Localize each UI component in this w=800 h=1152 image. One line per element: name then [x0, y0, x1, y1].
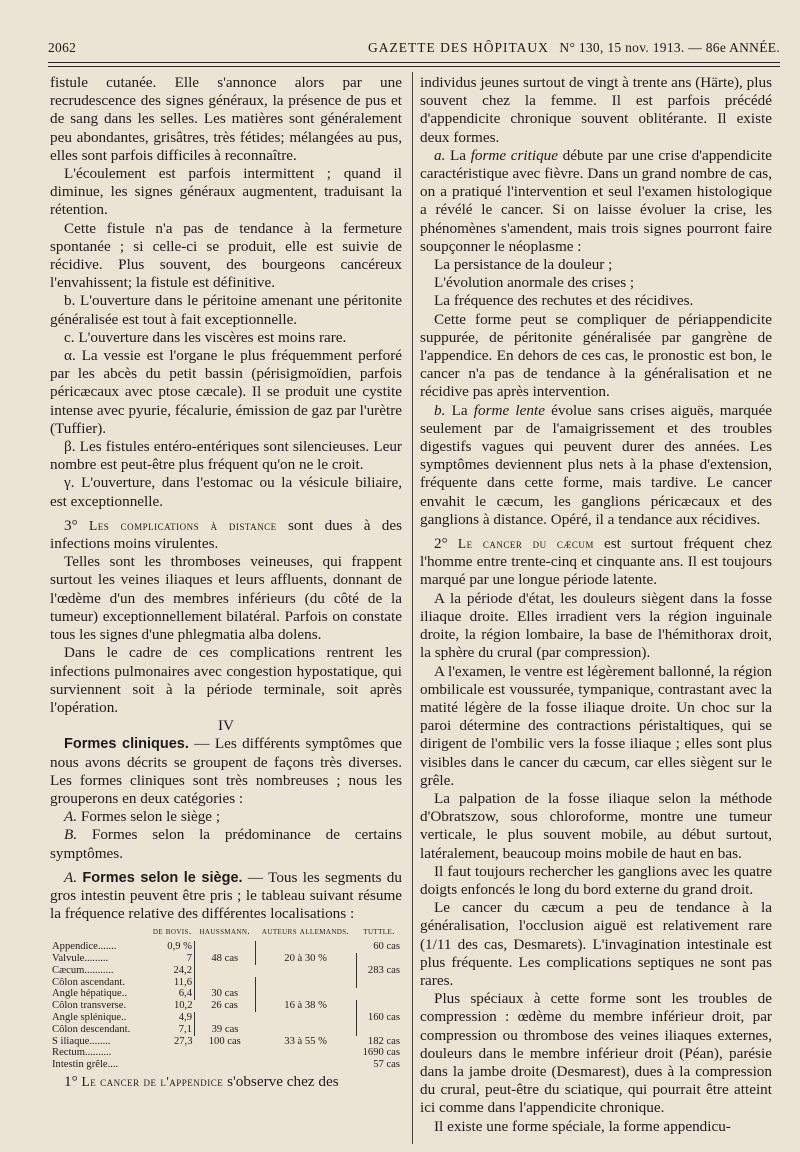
table-row: Intestin grêle.... 57 cas: [52, 1059, 400, 1071]
table-header-row: [50, 927, 402, 941]
paragraph: b. L'ouverture dans le péritoine amenant une péritonite généralisée est tout à fait exceptionnelle.: [50, 292, 402, 328]
section-heading: Formes cliniques.: [64, 736, 189, 753]
paragraph: 3° Les complications à distance sont dues à des infections moins virulentes.: [50, 516, 403, 553]
column-separator: [412, 72, 413, 1144]
paragraph: γ. L'ouverture, dans l'estomac ou la vésicule biliaire, est exceptionnelle.: [50, 474, 402, 510]
paragraph: c. L'ouverture dans les viscères est moins rare.: [64, 328, 347, 346]
small-caps-heading: Le cancer de l'appendice: [81, 1073, 224, 1089]
paragraph: fistule cutanée. Elle s'annonce alors par une recrudescence des signes généraux, la présence de pus et de sang dans les selles. Les matières sont généralement peu abondantes, grisâtres, très fétides; mélangées au pus, elles sont parfois difficiles à reconnaître.: [50, 74, 402, 164]
table-row: Côlon ascendant. 11,6: [50, 977, 402, 989]
paragraph: A la période d'état, les douleurs siègent dans la fosse iliaque droite. Elles irradient vers la région inguinale droite, la région lombaire, la base de l'hémithorax droit, la sphère du crural (par compression).: [420, 589, 772, 662]
paragraph: A l'examen, le ventre est légèrement ballonné, la région ombilicale est voussurée, tympanique, contrastant avec la matité légère de la fosse iliaque droite. Un choc sur la paroi détermine des contractions péristaltiques, qui se dirigent de l'ombilic vers la fosse iliaque ; elles sont plus visibles dans le cancer du cæcum, car elles siègent sur le grêle.: [420, 662, 772, 789]
paragraph: 1° Le cancer de l'appendice s'observe chez des: [64, 1072, 339, 1090]
paragraph: α. La vessie est l'organe le plus fréquemment perforé par les abcès du petit bassin (périsigmoïdien, parfois péricæcaux avec ptose cæcale). Il se produit une cystite intense avec pyurie, fécalurie, émission de gaz par l'urètre (Tuffier).: [50, 347, 402, 437]
paragraph: Dans le cadre de ces complications rentrent les infections pulmonaires avec congestion hypostatique, qui surviennent soit à la période terminale, soit après l'opération.: [50, 644, 402, 716]
header-rule-thin: [48, 66, 780, 67]
section-number: IV: [217, 717, 235, 735]
frequency-table: [50, 927, 402, 1071]
small-caps-heading: Le cancer du cæcum: [457, 536, 594, 552]
table-row: Rectum.......... 1690 cas: [52, 1047, 400, 1059]
paragraph: β. Les fistules entéro-entériques sont silencieuses. Leur nombre est peut-être plus fréquent qu'on ne le croit.: [50, 438, 402, 474]
table-row: Angle hépatique.. 6,4 30 cas: [50, 988, 402, 1000]
list-item: La fréquence des rechutes et des récidives.: [434, 292, 694, 310]
paragraph: individus jeunes surtout de vingt à trente ans (Härte), plus souvent chez la femme. Il est parfois précédé d'appendicite chronique souvent oblitérante. Il existe deux formes.: [420, 74, 772, 146]
paragraph: A. Formes selon le siège. — Tous les segments du gros intestin peuvent être pris ; le tableau suivant résume la fréquence relative des différentes localisations :: [50, 868, 402, 923]
list-item: L'évolution anormale des crises ;: [434, 274, 635, 292]
paragraph: Le cancer du cæcum a peu de tendance à la généralisation, l'occlusion aiguë est relativement rare (1/11 des cas, Desmarets). L'invagination intestinale est plus fréquente. Les complications septiques ne sont pas rares.: [420, 899, 772, 989]
right-column: [420, 74, 772, 1136]
list-item: B. Formes selon la prédominance de certains symptômes.: [50, 826, 402, 862]
table-row: Angle splénique.. 4,9 160 cas: [52, 1011, 400, 1023]
paragraph: a. La forme critique débute par une crise d'appendicite caractéristique avec fièvre. Dans un grand nombre de cas, on a pratiqué l'intervention et seul l'examen histologique a révélé le cancer. Si on laisse évoluer la crise, les phénomènes s'amendent, mais trois signes pourront faire soupçonner le néoplasme :: [420, 146, 772, 255]
table-row: Côlon transverse. 10,2 26 cas 16 à 38 %: [50, 1000, 402, 1012]
col-de-bovis: de bovis.: [152, 927, 192, 938]
table-row: S iliaque........ 27,3 100 cas 33 à 55 % 182 cas: [52, 1035, 400, 1047]
paragraph: Cette forme peut se compliquer de périappendicite suppurée, de péritonite généralisée par gangrène de l'appendice. En dehors de ces cas, le pronostic est bon, le cancer n'a pas de tendance à la généralisation et ne récidive pas après intervention.: [420, 310, 772, 401]
paragraph: La palpation de la fosse iliaque selon la méthode d'Obratszow, sous chloroforme, montre une tumeur verticale, le plus souvent mobile, au début surtout, latéralement, beaucoup moins mobile de haut en bas.: [420, 789, 772, 862]
col-haussmann: haussmann.: [199, 927, 251, 938]
header-rule-thick: [48, 62, 780, 63]
paragraph: Il existe une forme spéciale, la forme appendicu-: [434, 1117, 731, 1135]
issue-info: N° 130, 15 nov. 1913. — 86e ANNÉE.: [559, 40, 780, 55]
col-tuttle: tuttle.: [363, 927, 395, 938]
page-header: [48, 40, 780, 62]
page-number: 2062: [48, 40, 77, 55]
paragraph: 2° Le cancer du cæcum est surtout fréquent chez l'homme entre trente-cinq et cinquante ans. Il est toujours marqué par une longue période latente.: [420, 535, 772, 589]
journal-title: GAZETTE DES HÔPITAUX: [368, 40, 549, 55]
table-row: Valvule......... 7 48 cas 20 à 30 %: [50, 953, 402, 965]
table-row: Côlon descendant. 7,1 39 cas: [50, 1024, 402, 1036]
paragraph: Plus spéciaux à cette forme sont les troubles de compression : œdème du membre inférieur droit, par compression ou thrombose des veines iliaques externes, douleurs dans le membre inférieur droit (Péan), parésie dans la jambe droite (Desmarest), dues à la compression du crural, peut-être du sciatique, qui pourrait être atteint ici comme dans l'appendicite chronique.: [420, 990, 772, 1117]
paragraph: Telles sont les thromboses veineuses, qui frappent surtout les veines iliaques et leurs affluents, donnant de l'œdème d'un des membres inférieurs (du côté de la tumeur) exceptionnellement bilatéral. Parfois on constate tous les signes d'une phlegmatia alba dolens.: [50, 553, 402, 644]
col-auteurs-allemands: auteurs allemands.: [261, 927, 350, 938]
subsection-heading: Formes selon le siège.: [82, 869, 243, 886]
paragraph: L'écoulement est parfois intermittent ; quand il diminue, les signes généraux augmentent, traduisant la rétention.: [50, 165, 402, 219]
paragraph: Formes cliniques. — Les différents symptômes que nous avons décrits se groupent de façons très diverses. Les formes cliniques sont très nombreuses ; nous les grouperons en deux catégories :: [50, 735, 402, 807]
left-column: [50, 74, 402, 1091]
table-row: Cæcum........... 24,2 283 cas: [52, 964, 400, 976]
table-row: Appendice....... 0,9 % 60 cas: [52, 941, 400, 953]
small-caps-heading: Les complications à distance: [88, 517, 277, 533]
paragraph: Il faut toujours rechercher les ganglions avec les quatre doigts enfoncés le long du bord externe du grand droit.: [420, 862, 772, 898]
list-item: La persistance de la douleur ;: [434, 256, 613, 274]
paragraph: Cette fistule n'a pas de tendance à la fermeture spontanée ; si celle-ci se produit, elle est suivie de récidive. Plus souvent, des bourgeons cancéreux l'envahissent; la fistule est définitive.: [50, 219, 402, 292]
list-item: A. Formes selon le siège ;: [64, 808, 221, 826]
paragraph: b. La forme lente évolue sans crises aiguës, marquée seulement par de l'amaigrissement et des troubles digestifs vagues qui peuvent durer des années. Les symptômes deviennent plus nets à la phase d'extension, fréquente dans cette forme, mais tardive. Le cancer envahit le cæcum, les ganglions péricæcaux et des ganglions à distance. Opéré, il a tendance aux récidives.: [420, 401, 772, 528]
